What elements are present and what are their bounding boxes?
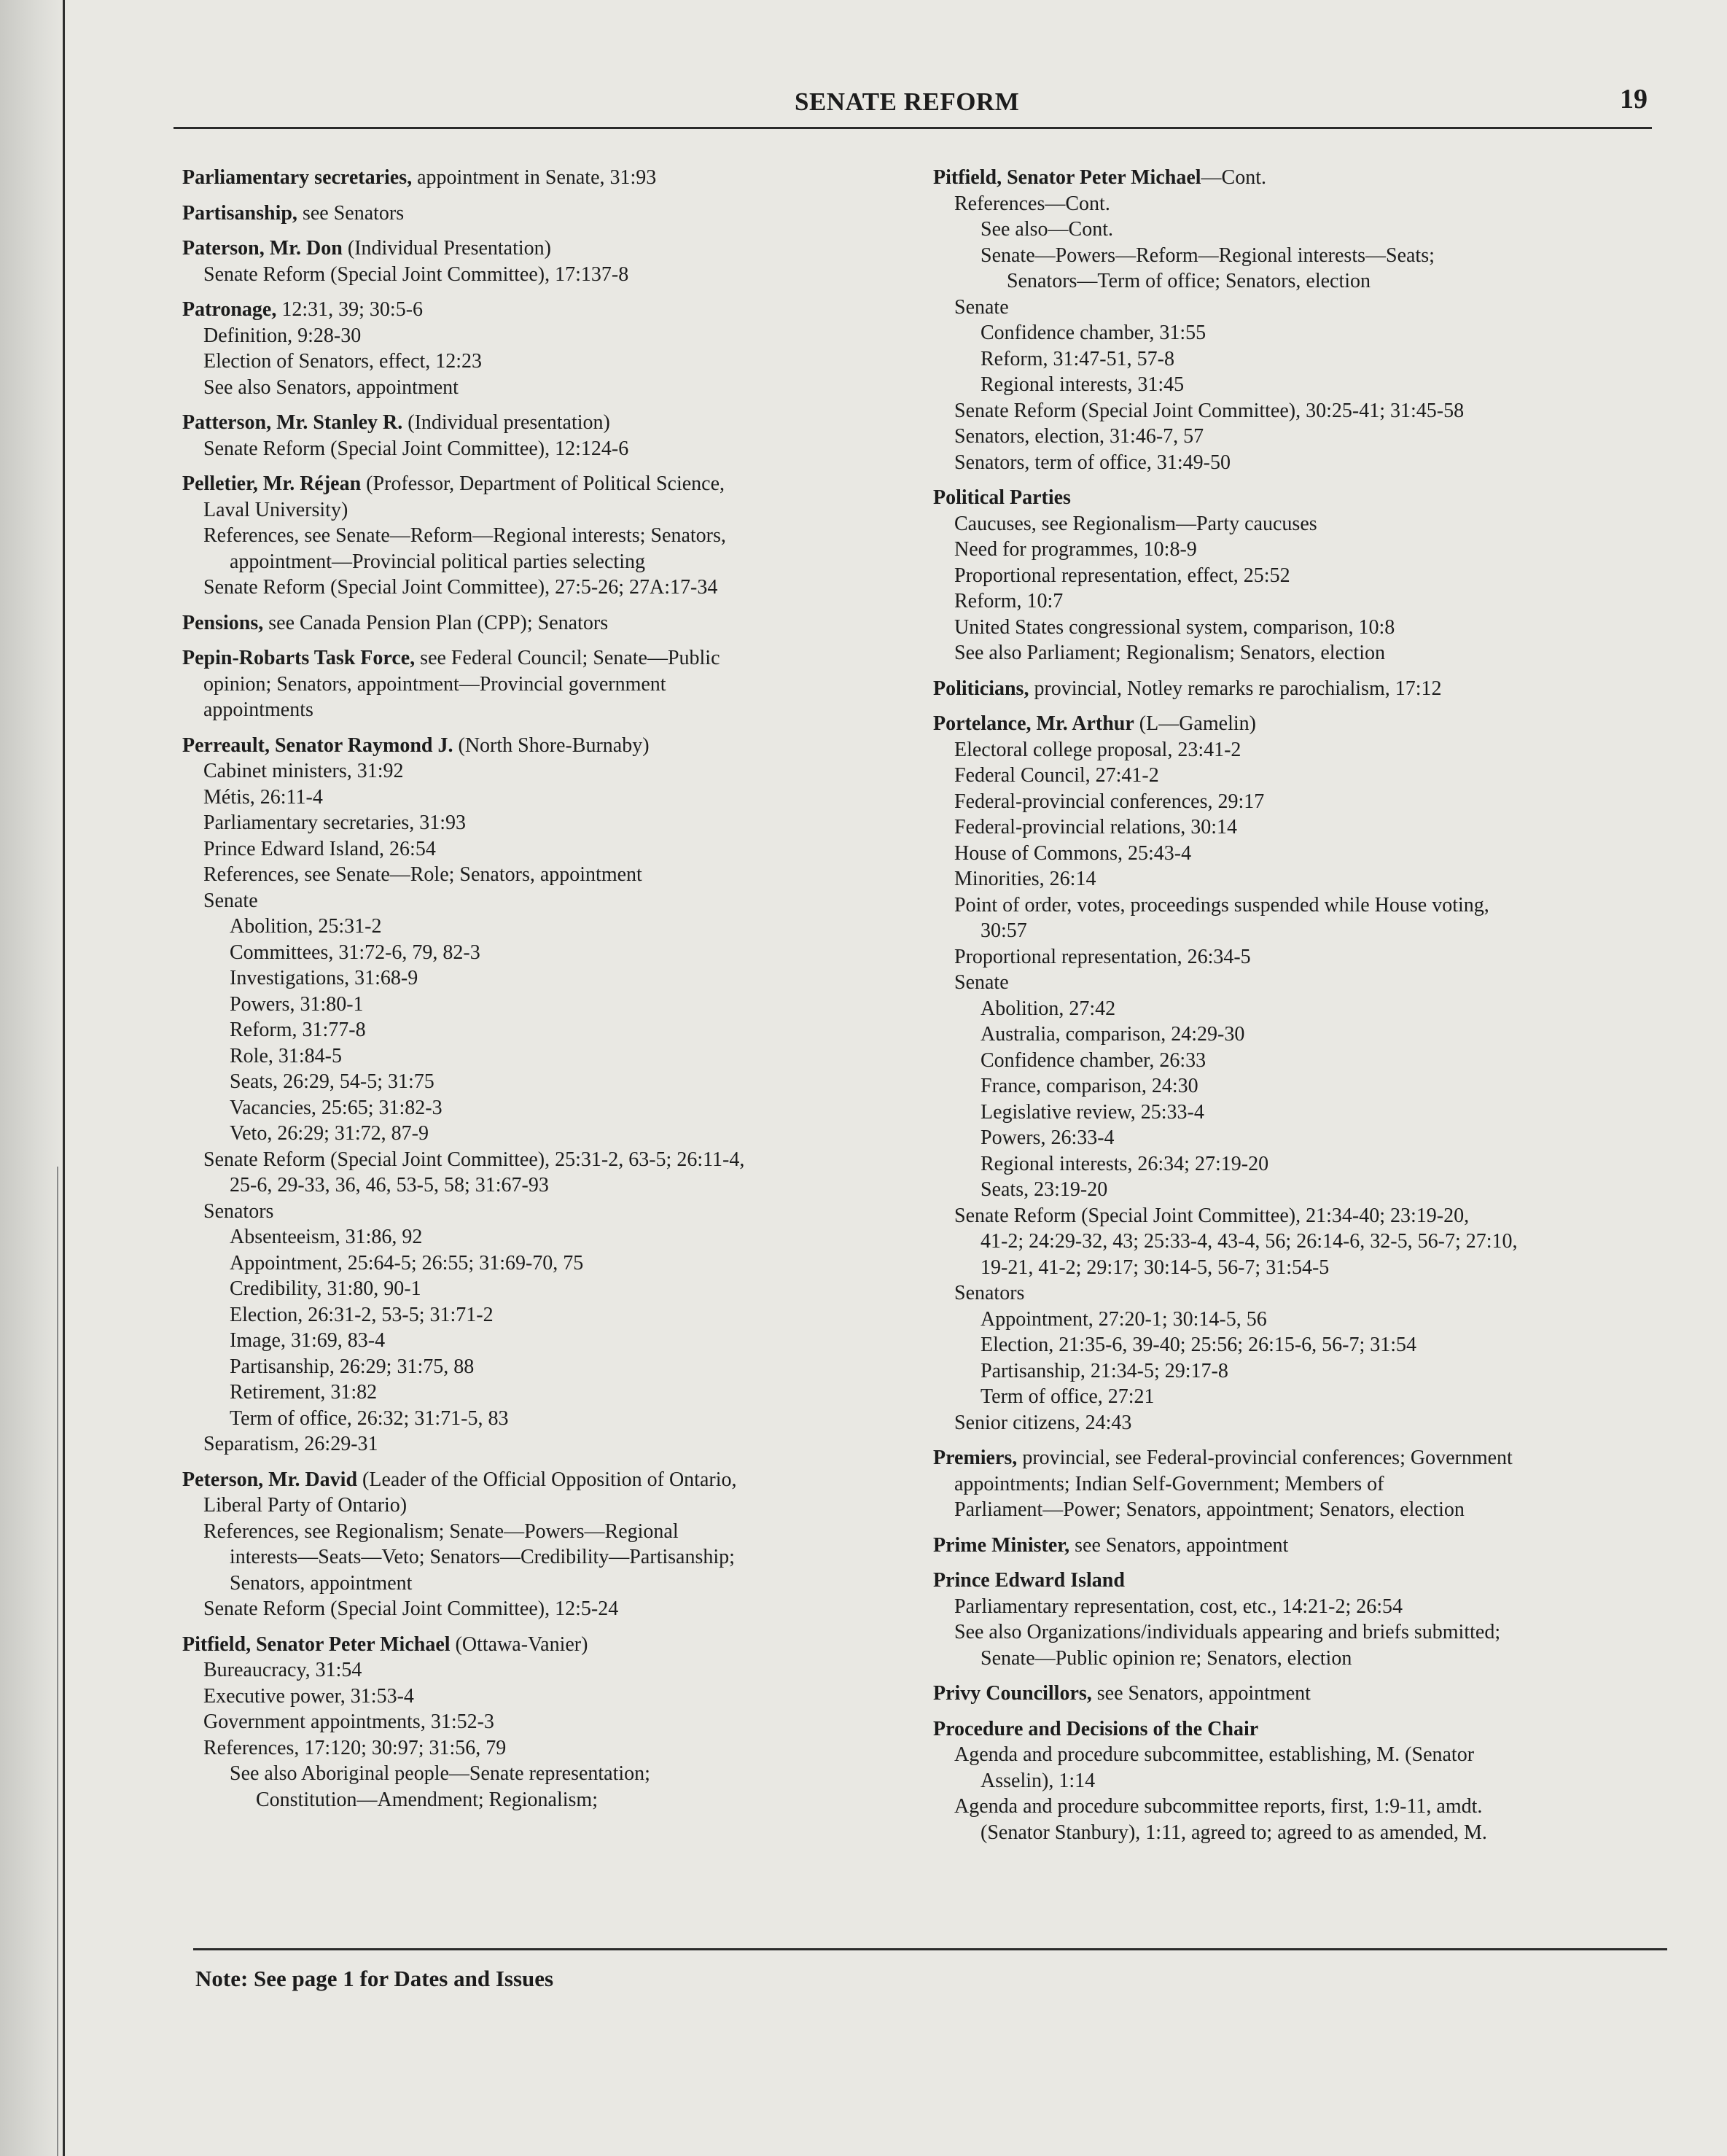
index-subentry: Credibility, 31:80, 90-1 [230,1277,421,1300]
index-heading-detail: see Senators, appointment [1069,1533,1289,1557]
index-entry [933,676,1666,702]
index-subentry: Separatism, 26:29-31 [203,1433,378,1455]
index-subentry: United States congressional system, comparison, 10:8 [954,615,1395,639]
index-subentry: Senate Reform (Special Joint Committee), 17:137-8 [203,262,629,286]
index-heading: Patterson, Mr. Stanley R. [182,411,403,434]
index-heading: Privy Councillors, [933,1682,1092,1705]
index-subentry: Senate—Powers—Reform—Regional interests—Seats; [981,244,1435,267]
index-subentry: See also Senators, appointment [203,375,459,399]
index-entry [182,733,900,1458]
index-heading-line [933,1681,1666,1707]
index-subentry: appointments; Indian Self-Government; Members of [954,1472,1384,1495]
index-subentry: Agenda and procedure subcommittee reports, first, 1:9-11, amdt. [954,1795,1483,1818]
index-heading: Parliamentary secretaries, [182,166,413,189]
index-entry [933,711,1666,1436]
index-subentry: Senators, term of office, 31:49-50 [954,451,1231,474]
index-subentry: Australia, comparison, 24:29-30 [981,1023,1245,1046]
index-subentry: Senators [203,1199,274,1223]
index-heading: Prime Minister, [933,1533,1070,1557]
index-heading: Perreault, Senator Raymond J. [182,733,453,757]
index-heading-line [933,1445,1666,1471]
index-heading-detail: provincial, Notley remarks re parochialism, 17:12 [1029,677,1442,700]
index-subentry: Point of order, votes, proceedings suspended while House voting, [954,893,1489,917]
index-heading: Pepin-Robarts Task Force, [182,647,416,669]
index-heading-line [182,471,900,497]
index-subentry: Senate Reform (Special Joint Committee), 30:25-41; 31:45-58 [954,399,1465,422]
index-subentry: Election, 21:35-6, 39-40; 25:56; 26:15-6, 56-7; 31:54 [981,1334,1417,1356]
index-subentry: References—Cont. [954,192,1110,215]
index-subentry: Powers, 31:80-1 [230,992,364,1016]
index-subentry: See also Organizations/individuals appearing and briefs submitted; [954,1621,1501,1643]
index-subentry: Senate Reform (Special Joint Committee), 25:31-2, 63-5; 26:11-4, [203,1148,745,1171]
index-entry [182,201,900,227]
index-entry [933,165,1666,475]
index-heading-line [182,236,900,262]
binding-inner-line [57,1167,58,2156]
index-subentry: Retirement, 31:82 [230,1381,378,1404]
index-subentry: Electoral college proposal, 23:41-2 [954,738,1241,761]
index-heading-line [182,1467,900,1493]
index-subentry: Government appointments, 31:52-3 [203,1711,494,1733]
index-heading: Prince Edward Island [933,1569,1125,1592]
index-entry [182,236,900,287]
index-subentry: Cabinet ministers, 31:92 [203,760,404,782]
index-subentry: Senior citizens, 24:43 [954,1411,1132,1434]
index-heading-line [182,1632,900,1658]
index-subentry: Senators, appointment [230,1571,413,1595]
footer-note: Note: See page 1 for Dates and Issues [195,1966,554,1991]
index-subentry: Senate Reform (Special Joint Committee), 27:5-26; 27A:17-34 [203,576,718,599]
index-subentry: Minorities, 26:14 [954,868,1096,890]
index-subentry: 41-2; 24:29-32, 43; 25:33-4, 43-4, 56; 26:14-6, 32-5, 56-7; 27:10, [981,1230,1518,1253]
index-subentry: References, see Senate—Reform—Regional interests; Senators, [203,524,726,547]
index-subentry: Investigations, 31:68-9 [230,967,418,989]
index-subentry: Confidence chamber, 31:55 [981,322,1206,344]
index-subentry: Reform, 31:47-51, 57-8 [981,347,1174,370]
index-subentry: Powers, 26:33-4 [981,1126,1115,1149]
index-subentry: Senate [954,295,1009,319]
index-subentry: Federal-provincial relations, 30:14 [954,816,1237,838]
index-entry [933,1533,1666,1559]
index-subentry: Senate [954,971,1009,994]
index-subentry: Bureaucracy, 31:54 [203,1659,362,1681]
index-subentry: Caucuses, see Regionalism—Party caucuses [954,512,1317,535]
index-subentry: (Senator Stanbury), 1:11, agreed to; agreed to as amended, M. [981,1821,1487,1844]
index-subentry: interests—Seats—Veto; Senators—Credibility—Partisanship; [230,1546,735,1568]
index-heading: Pensions, [182,611,264,634]
index-subentry: Definition, 9:28-30 [203,324,362,347]
index-subentry: Abolition, 27:42 [981,997,1116,1020]
index-heading-detail: 12:31, 39; 30:5-6 [276,298,424,321]
index-heading-line [933,1568,1666,1594]
index-column-right [933,165,1666,1855]
index-subentry: 19-21, 41-2; 29:17; 30:14-5, 56-7; 31:54-5 [981,1256,1330,1279]
index-subentry: Parliamentary representation, cost, etc., 14:21-2; 26:54 [954,1595,1403,1618]
index-heading: Patronage, [182,298,277,321]
index-entry [182,1467,900,1622]
index-subentry: 25-6, 29-33, 36, 46, 53-5, 58; 31:67-93 [230,1174,549,1196]
index-heading: Pelletier, Mr. Réjean [182,472,362,495]
index-entry [182,165,900,191]
index-heading-line [182,165,900,191]
index-subentry: Senate [203,889,258,912]
index-heading-line [182,297,900,323]
index-subentry: Veto, 26:29; 31:72, 87-9 [230,1122,429,1145]
index-subentry: Reform, 31:77-8 [230,1019,366,1041]
index-heading-line [182,645,900,672]
index-entry [182,410,900,462]
footer-rule [193,1948,1667,1950]
index-subentry: Role, 31:84-5 [230,1044,342,1067]
index-subentry: France, comparison, 24:30 [981,1075,1198,1097]
page-binding-shadow [0,0,69,2156]
index-heading-detail: (Individual Presentation) [342,237,551,260]
index-heading-detail: see Senators [297,201,405,225]
index-subentry: Vacancies, 25:65; 31:82-3 [230,1096,443,1119]
index-heading-detail: see Federal Council; Senate—Public [415,647,720,669]
index-subentry: appointment—Provincial political parties selecting [230,550,645,573]
index-column-left [182,165,900,1822]
index-heading: Portelance, Mr. Arthur [933,712,1134,735]
index-heading-line [933,1716,1666,1743]
index-subentry: Confidence chamber, 26:33 [981,1048,1206,1072]
index-subentry: References, 17:120; 30:97; 31:56, 79 [203,1736,507,1759]
index-heading-line [182,201,900,227]
index-heading-line [933,1533,1666,1559]
index-heading-detail: (North Shore-Burnaby) [453,733,650,757]
index-subentry: 30:57 [981,919,1027,942]
index-heading-detail: (Ottawa-Vanier) [450,1632,588,1656]
index-subentry: Asselin), 1:14 [981,1769,1096,1792]
index-subentry: Election of Senators, effect, 12:23 [203,350,483,373]
index-heading: Pitfield, Senator Peter Michael [933,166,1201,189]
index-subentry: Senators [954,1282,1025,1304]
index-subentry: Liberal Party of Ontario) [203,1494,408,1517]
index-heading: Pitfield, Senator Peter Michael [182,1632,451,1656]
index-subentry: Agenda and procedure subcommittee, establishing, M. (Senator [954,1743,1475,1766]
index-subentry: Proportional representation, effect, 25:52 [954,564,1290,587]
index-heading-line [182,610,900,637]
index-subentry: Laval University) [203,498,348,521]
index-entry [182,471,900,601]
index-subentry: See also Parliament; Regionalism; Senators, election [954,642,1385,664]
index-heading-detail: (L—Gamelin) [1134,712,1256,735]
index-subentry: Appointment, 27:20-1; 30:14-5, 56 [981,1307,1267,1331]
index-entry [182,645,900,723]
index-subentry: Métis, 26:11-4 [203,785,323,809]
index-heading-line [933,485,1666,511]
index-subentry: appointments [203,698,313,721]
index-subentry: Need for programmes, 10:8-9 [954,538,1197,561]
index-heading-line [933,165,1666,191]
index-entry [182,1632,900,1813]
index-entry [933,1445,1666,1523]
index-subentry: Appointment, 25:64-5; 26:55; 31:69-70, 75 [230,1251,584,1274]
index-subentry: Legislative review, 25:33-4 [981,1100,1204,1124]
index-entry [933,1681,1666,1707]
index-heading-detail: see Canada Pension Plan (CPP); Senators [263,611,609,634]
index-subentry: Constitution—Amendment; Regionalism; [256,1788,598,1811]
index-subentry: Partisanship, 26:29; 31:75, 88 [230,1355,475,1378]
index-entry [933,485,1666,666]
index-heading-line [933,711,1666,737]
index-subentry: Parliamentary secretaries, 31:93 [203,812,466,834]
index-subentry: Prince Edward Island, 26:54 [203,837,436,860]
index-subentry: Image, 31:69, 83-4 [230,1329,386,1352]
index-heading: Procedure and Decisions of the Chair [933,1717,1259,1740]
index-subentry: Senators—Term of office; Senators, election [1007,270,1371,292]
index-subentry: Senate Reform (Special Joint Committee), 12:124-6 [203,437,629,460]
index-subentry: Federal Council, 27:41-2 [954,764,1159,787]
index-heading: Premiers, [933,1447,1018,1469]
running-header-title: SENATE REFORM [795,87,1020,116]
index-heading-line [933,676,1666,702]
index-entry [933,1568,1666,1671]
index-heading-detail: (Individual presentation) [402,411,610,434]
index-subentry: Committees, 31:72-6, 79, 82-3 [230,941,480,964]
index-heading-line [182,410,900,436]
index-subentry: Parliament—Power; Senators, appointment; Senators, election [954,1498,1465,1521]
index-entry [182,610,900,637]
index-heading-detail: appointment in Senate, 31:93 [412,166,657,189]
index-subentry: Federal-provincial conferences, 29:17 [954,790,1265,813]
index-subentry: Regional interests, 26:34; 27:19-20 [981,1152,1269,1175]
binding-edge-line [63,0,65,2156]
index-subentry: Term of office, 27:21 [981,1385,1155,1408]
index-subentry: See also—Cont. [981,218,1113,241]
header-rule [174,127,1652,129]
index-subentry: Seats, 23:19-20 [981,1178,1108,1201]
index-subentry: Partisanship, 21:34-5; 29:17-8 [981,1359,1228,1382]
page-number: 19 [1620,84,1648,114]
index-heading: Partisanship, [182,201,297,225]
index-heading: Politicians, [933,677,1029,700]
index-subentry: Senate Reform (Special Joint Committee), 21:34-40; 23:19-20, [954,1204,1470,1227]
index-heading-detail: (Leader of the Official Opposition of Ontario, [357,1468,737,1491]
index-entry [933,1716,1666,1846]
index-subentry: Senate—Public opinion re; Senators, election [981,1646,1352,1670]
index-heading-detail: —Cont. [1201,166,1266,189]
index-subentry: opinion; Senators, appointment—Provincial government [203,672,666,696]
index-subentry: See also Aboriginal people—Senate representation; [230,1762,650,1785]
index-subentry: Seats, 26:29, 54-5; 31:75 [230,1070,434,1093]
index-subentry: References, see Senate—Role; Senators, appointment [203,863,642,886]
index-heading-detail: (Professor, Department of Political Science, [361,472,725,495]
index-subentry: Reform, 10:7 [954,590,1064,612]
index-heading-detail: see Senators, appointment [1091,1682,1311,1705]
index-subentry: Senate Reform (Special Joint Committee), 12:5-24 [203,1597,619,1620]
index-entry [182,297,900,400]
index-heading: Peterson, Mr. David [182,1468,358,1491]
index-heading-line [182,733,900,759]
index-subentry: Proportional representation, 26:34-5 [954,945,1251,968]
index-subentry: Absenteeism, 31:86, 92 [230,1226,423,1248]
index-subentry: References, see Regionalism; Senate—Powers—Regional [203,1519,679,1543]
index-subentry: Executive power, 31:53-4 [203,1684,414,1708]
index-subentry: Election, 26:31-2, 53-5; 31:71-2 [230,1303,494,1326]
index-subentry: Abolition, 25:31-2 [230,915,382,938]
index-heading-detail: provincial, see Federal-provincial conferences; Government [1017,1447,1513,1469]
index-subentry: Term of office, 26:32; 31:71-5, 83 [230,1406,509,1430]
index-subentry: Senators, election, 31:46-7, 57 [954,425,1204,448]
index-heading: Political Parties [933,486,1071,509]
index-heading: Paterson, Mr. Don [182,237,343,260]
index-subentry: House of Commons, 25:43-4 [954,841,1192,865]
index-subentry: Regional interests, 31:45 [981,373,1185,396]
